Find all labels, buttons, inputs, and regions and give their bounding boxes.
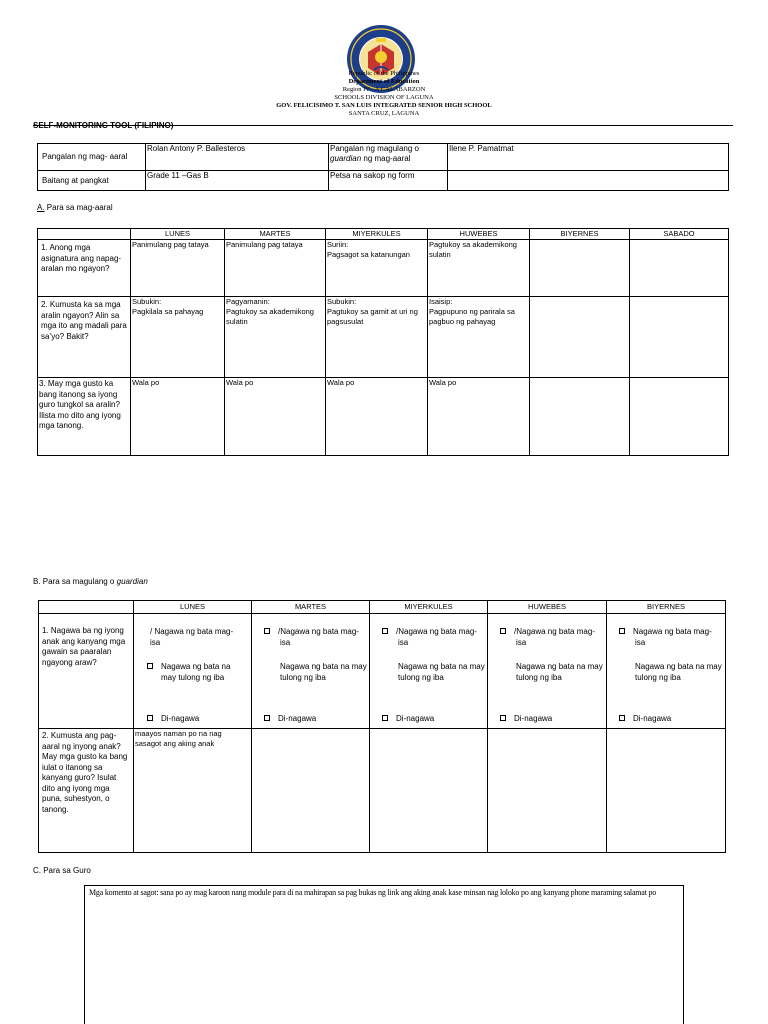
parent-label-part2: ng mag-aaral	[363, 154, 411, 163]
parent-answer-biyernes	[607, 729, 726, 853]
section-b-italic: guardian	[116, 577, 148, 586]
answer-cell: Subukin: Pagkilala sa pahayag	[131, 297, 225, 378]
header-republic: Republic of the Philippines	[348, 70, 420, 77]
header-location: SANTA CRUZ, LAGUNA	[348, 110, 420, 117]
section-a-text: Para sa mag-aaral	[46, 203, 113, 212]
teacher-comment-box	[84, 885, 684, 1024]
option-done-with-help	[516, 662, 606, 683]
question-1: 1. Anong mga asignatura ang napag-aralan mo ngayon?	[38, 240, 131, 297]
option-label: Di-nagawa	[633, 714, 672, 723]
option-label: /Nagawa ng bata mag-isa	[396, 627, 477, 647]
option-label: Di-nagawa	[396, 714, 435, 723]
answer-cell: Wala po	[131, 378, 225, 456]
option-not-done[interactable]	[264, 714, 316, 725]
parent-name-label	[329, 144, 448, 171]
question-3: 3. May mga gusto ka bang itanong sa iyong guro tungkol sa aralin? Ilista mo dito ang iyong mga tanong.	[38, 378, 131, 456]
parent-answer-huwebes	[488, 729, 607, 853]
student-name-value: Rolan Antony P. Ballesteros	[146, 144, 329, 171]
day-header-lunes: LUNES	[131, 229, 225, 240]
answer-cell: Suriin: Pagsagot sa katanungan	[326, 240, 428, 297]
answer-cell: Panimulang pag tataya	[225, 240, 326, 297]
parent-answer-miyerkules	[370, 729, 488, 853]
option-not-done[interactable]	[382, 714, 434, 725]
day-header-huwebes: HUWEBES	[428, 229, 530, 240]
option-label: Nagawa ng bata mag-isa	[633, 627, 712, 647]
date-value	[448, 171, 729, 191]
option-label: /Nagawa ng bata mag-isa	[514, 627, 595, 647]
day-header-sabado: SABADO	[630, 229, 729, 240]
option-label: Nagawa ng bata na may tulong ng iba	[280, 662, 367, 682]
checkbox-icon[interactable]	[619, 715, 625, 721]
checkbox-icon[interactable]	[382, 628, 388, 634]
corner-cell	[39, 601, 134, 614]
day-header-martes: MARTES	[225, 229, 326, 240]
answer-cell: Wala po	[428, 378, 530, 456]
day-header-huwebes: HUWEBES	[488, 601, 607, 614]
answer-cell	[630, 297, 729, 378]
status-cell-miyerkules	[370, 614, 488, 729]
grade-value: Grade 11 –Gas B	[146, 171, 329, 191]
option-label: Di-nagawa	[161, 714, 200, 723]
day-header-biyernes: BIYERNES	[607, 601, 726, 614]
option-done-alone[interactable]	[619, 627, 719, 648]
checkbox-icon[interactable]	[619, 628, 625, 634]
checkbox-icon[interactable]	[500, 715, 506, 721]
status-cell-martes	[252, 614, 370, 729]
checkbox-icon[interactable]	[264, 628, 270, 634]
answer-cell	[530, 297, 630, 378]
grade-label: Baitang at pangkat	[38, 171, 146, 191]
day-header-martes: MARTES	[252, 601, 370, 614]
header-division: SCHOOLS DIVISION OF LAGUNA	[334, 94, 434, 101]
header-school: GOV. FELICISIMO T. SAN LUIS INTEGRATED SENIOR HIGH SCHOOL	[276, 102, 492, 109]
parent-answer-martes	[252, 729, 370, 853]
option-done-with-help[interactable]	[147, 662, 247, 683]
parent-question-1: 1. Nagawa ba ng iyong anak ang kanyang mga gawain sa paaralan ngayong araw?	[39, 614, 134, 729]
answer-cell	[630, 378, 729, 456]
option-done-with-help	[280, 662, 370, 683]
option-done-with-help	[635, 662, 725, 683]
answer-cell: Pagyamanin: Pagtukoy sa akademikong sulatin	[225, 297, 326, 378]
date-label: Petsa na sakop ng form	[329, 171, 448, 191]
status-cell-biyernes	[607, 614, 726, 729]
header-region: Region IV - A CALABARZON	[342, 86, 426, 93]
checkbox-icon[interactable]	[500, 628, 506, 634]
student-monitoring-table	[37, 228, 729, 456]
option-label: Nagawa ng bata na may tulong ng iba	[635, 662, 722, 682]
parent-name-value: Ilene P. Pamatmat	[448, 144, 729, 171]
student-name-label: Pangalan ng mag- aaral	[38, 144, 146, 171]
option-done-with-help	[398, 662, 488, 683]
option-label: Nagawa ng bata na may tulong ng iba	[398, 662, 485, 682]
status-cell-huwebes	[488, 614, 607, 729]
section-a-letter: A.	[37, 203, 45, 212]
teacher-comment-text: Mga komento at sagot: sana po ay mag karoon nang module para di na mahirapan sa pag bukas ng link ang aking anak kase minsan nag loloko po ang kanyang phone maraming salamat po	[89, 888, 657, 897]
answer-cell: Isaisip: Pagpupuno ng parirala sa pagbuo ng pahayag	[428, 297, 530, 378]
answer-cell	[630, 240, 729, 297]
status-cell-lunes	[134, 614, 252, 729]
answer-cell: Wala po	[225, 378, 326, 456]
answer-cell	[530, 378, 630, 456]
form-title: SELF-MONITORING TOOL (FILIPINO)	[33, 121, 174, 130]
question-2: 2. Kumusta ka sa mga aralin ngayon? Alin sa mga ito ang madali para sa’yo? Bakit?	[38, 297, 131, 378]
option-done-alone[interactable]	[382, 627, 482, 648]
parent-label-italic: guardian	[330, 154, 362, 163]
answer-cell: Wala po	[326, 378, 428, 456]
option-not-done[interactable]	[619, 714, 671, 725]
day-header-miyerkules: MIYERKULES	[326, 229, 428, 240]
header-department: Department of Education	[348, 78, 420, 85]
answer-cell: Pagtukoy sa akademikong sulatin	[428, 240, 530, 297]
parent-label-part1: Pangalan ng magulang o	[330, 144, 419, 153]
option-not-done[interactable]	[500, 714, 552, 725]
section-c-label: C. Para sa Guro	[33, 866, 91, 875]
corner-cell	[38, 229, 131, 240]
option-done-alone[interactable]	[264, 627, 364, 648]
student-info-table	[37, 143, 729, 191]
option-label: /Nagawa ng bata mag-isa	[278, 627, 359, 647]
option-label: Di-nagawa	[514, 714, 553, 723]
answer-cell: Subukin: Pagtukoy sa gamit at uri ng pagsusulat	[326, 297, 428, 378]
option-label: Di-nagawa	[278, 714, 317, 723]
checkbox-icon[interactable]	[264, 715, 270, 721]
answer-cell	[530, 240, 630, 297]
day-header-biyernes: BIYERNES	[530, 229, 630, 240]
option-label: Nagawa ng bata na may tulong ng iba	[161, 662, 231, 682]
section-b-label	[33, 577, 148, 586]
checkbox-icon[interactable]	[147, 715, 153, 721]
parent-question-2: 2. Kumusta ang pag- aaral ng inyong anak? May mga gusto ka bang iulat o itanong sa kanyang guro? Isulat dito ang iyong mga puna, suhestyon, o tanong.	[39, 729, 134, 853]
option-label: Nagawa ng bata na may tulong ng iba	[516, 662, 603, 682]
day-header-miyerkules: MIYERKULES	[370, 601, 488, 614]
section-a-label	[37, 203, 113, 212]
checkbox-icon[interactable]	[147, 663, 153, 669]
option-done-alone[interactable]	[500, 627, 600, 648]
option-done-alone	[150, 627, 240, 648]
parent-monitoring-table	[38, 600, 726, 853]
parent-answer-lunes: maayos naman po na nag sasagot ang aking anak	[134, 729, 252, 853]
section-b-prefix: B. Para sa magulang o	[33, 577, 115, 586]
answer-cell: Panimulang pag tataya	[131, 240, 225, 297]
day-header-lunes: LUNES	[134, 601, 252, 614]
checkbox-icon[interactable]	[382, 715, 388, 721]
option-label: / Nagawa ng bata mag-isa	[150, 627, 234, 647]
option-not-done[interactable]	[147, 714, 199, 725]
